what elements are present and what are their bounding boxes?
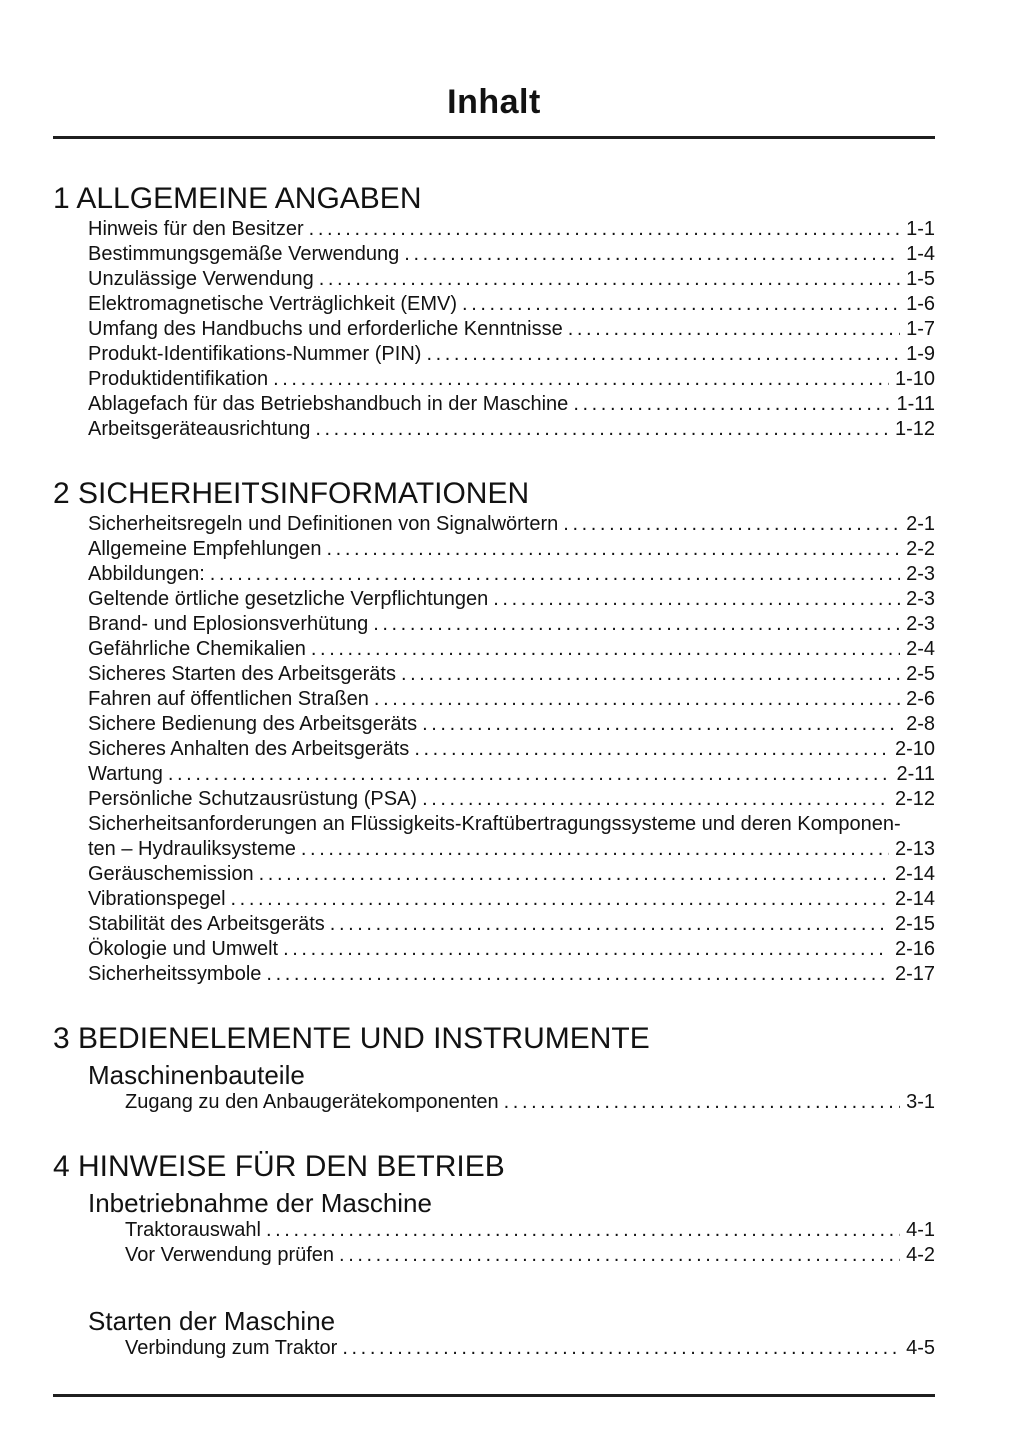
- dot-leader: [205, 562, 900, 587]
- section-entries: [53, 512, 935, 987]
- subsection-maschinenbauteile: [53, 1060, 935, 1115]
- entry-label: Ablagefach für das Betriebshandbuch in der Maschine: [88, 393, 569, 415]
- page-number: 1-9: [906, 343, 935, 365]
- dot-leader: [558, 512, 900, 537]
- entry-label: Gefährliche Chemikalien: [88, 638, 306, 660]
- toc-entry: [88, 862, 935, 887]
- entry-label: Elektromagnetische Verträglichkeit (EMV): [88, 293, 458, 315]
- section-bedienelemente: [53, 1021, 935, 1115]
- toc-entry: [88, 217, 935, 242]
- dot-leader: [337, 1336, 900, 1361]
- page-number: 2-15: [894, 913, 935, 935]
- toc-entry-two-line: [88, 812, 935, 862]
- entry-label: Zugang zu den Anbaugerätekomponenten: [125, 1091, 499, 1113]
- dot-leader: [310, 417, 889, 442]
- entry-label: Abbildungen:: [88, 563, 205, 585]
- entry-label: Allgemeine Empfehlungen: [88, 538, 322, 560]
- subsection-heading: Inbetriebnahme der Maschine: [88, 1188, 432, 1218]
- dot-leader: [322, 537, 901, 562]
- toc-entry: [88, 912, 935, 937]
- page-number: 2-16: [894, 938, 935, 960]
- toc-entry: [125, 1090, 935, 1115]
- entry-label: Brand- und Eplosionsverhütung: [88, 613, 369, 635]
- dot-leader: [306, 637, 900, 662]
- dot-leader: [488, 587, 900, 612]
- section-allgemeine-angaben: [53, 181, 935, 442]
- entry-label: Sicheres Anhalten des Arbeitsgeräts: [88, 738, 410, 760]
- entry-label: Arbeitsgeräteausrichtung: [88, 418, 311, 440]
- entry-label: Sicherheitssymbole: [88, 963, 262, 985]
- entry-label: Sicherheitsregeln und Definitionen von Signalwörtern: [88, 513, 559, 535]
- subsection-heading: Maschinenbauteile: [88, 1060, 305, 1090]
- entry-label: Traktorauswahl: [125, 1219, 261, 1241]
- toc-entry: [88, 887, 935, 912]
- subsection-starten: [53, 1306, 935, 1361]
- dot-leader: [417, 787, 889, 812]
- page-number: 2-13: [894, 838, 935, 860]
- subsection-inbetriebnahme: [53, 1188, 935, 1268]
- toc-entry: [125, 1336, 935, 1361]
- section-entries: [53, 217, 935, 442]
- dot-leader: [261, 962, 889, 987]
- toc-entry: [88, 762, 935, 787]
- dot-leader: [396, 662, 900, 687]
- dot-leader: [304, 217, 900, 242]
- entry-label: Vor Verwendung prüfen: [125, 1244, 335, 1266]
- page-number: 4-2: [906, 1244, 935, 1266]
- entry-label-line2: ten – Hydrauliksysteme: [88, 838, 296, 860]
- entry-label: Produktidentifikation: [88, 368, 269, 390]
- dot-leader: [457, 292, 900, 317]
- entry-label: Sichere Bedienung des Arbeitsgeräts: [88, 713, 418, 735]
- page-number: 1-11: [896, 393, 935, 415]
- footer-rule: [53, 1394, 935, 1397]
- toc-entry: [88, 417, 935, 442]
- entry-second-line: [88, 837, 935, 862]
- toc-entry: [88, 317, 935, 342]
- page-number: 2-11: [896, 763, 935, 785]
- toc-entry: [88, 537, 935, 562]
- page-number: 1-12: [894, 418, 935, 440]
- toc-entry: [88, 267, 935, 292]
- dot-leader: [163, 762, 891, 787]
- toc-entry: [88, 962, 935, 987]
- entry-label: Wartung: [88, 763, 163, 785]
- page-number: 2-5: [906, 663, 935, 685]
- dot-leader: [409, 737, 889, 762]
- page-number: 1-4: [906, 243, 935, 265]
- toc-entry: [125, 1243, 935, 1268]
- entry-label: Unzulässige Verwendung: [88, 268, 314, 290]
- page-number: 4-1: [906, 1219, 935, 1241]
- dot-leader: [268, 367, 889, 392]
- dot-leader: [499, 1090, 900, 1115]
- page-number: 2-3: [906, 613, 935, 635]
- page-number: 3-1: [906, 1091, 935, 1113]
- page-number: 1-7: [906, 318, 935, 340]
- dot-leader: [368, 612, 900, 637]
- entry-label: Vibrationspegel: [88, 888, 226, 910]
- entry-label-line1: Sicherheitsanforderungen an Flüssigkeits-Kraftübertragungssysteme und deren Komponen-: [88, 813, 901, 835]
- toc-entry: [88, 587, 935, 612]
- header-rule: [53, 136, 935, 139]
- section-heading: 3 BEDIENELEMENTE UND INSTRUMENTE: [53, 1022, 650, 1055]
- toc-entry: [88, 512, 935, 537]
- section-hinweise-betrieb: [53, 1149, 935, 1361]
- dot-leader: [334, 1243, 900, 1268]
- dot-leader: [314, 267, 900, 292]
- entry-label: Produkt-Identifikations-Nummer (PIN): [88, 343, 422, 365]
- toc-entry: [88, 737, 935, 762]
- entry-label: Bestimmungsgemäße Verwendung: [88, 243, 400, 265]
- entry-label: Fahren auf öffentlichen Straßen: [88, 688, 369, 710]
- toc-entry: [88, 342, 935, 367]
- subsection-entries: [53, 1090, 935, 1115]
- entry-label: Sicheres Starten des Arbeitsgeräts: [88, 663, 396, 685]
- entry-label: Umfang des Handbuchs und erforderliche Kenntnisse: [88, 318, 563, 340]
- page-number: 2-6: [906, 688, 935, 710]
- section-heading: 2 SICHERHEITSINFORMATIONEN: [53, 477, 530, 510]
- toc-entry: [88, 637, 935, 662]
- dot-leader: [399, 242, 900, 267]
- page-number: 1-5: [906, 268, 935, 290]
- page-number: 2-4: [906, 638, 935, 660]
- page-number: 2-14: [894, 863, 935, 885]
- dot-leader: [568, 392, 890, 417]
- entry-label: Geräuschemission: [88, 863, 254, 885]
- page-number: 2-1: [906, 513, 935, 535]
- dot-leader: [417, 712, 900, 737]
- entry-label: Persönliche Schutzausrüstung (PSA): [88, 788, 418, 810]
- page-title: Inhalt: [447, 83, 541, 121]
- section-heading: 1 ALLGEMEINE ANGABEN: [53, 182, 422, 215]
- toc-entry: [88, 367, 935, 392]
- section-heading: 4 HINWEISE FÜR DEN BETRIEB: [53, 1150, 505, 1183]
- toc-entry: [88, 787, 935, 812]
- page-number: 2-3: [906, 588, 935, 610]
- toc-entry: [88, 612, 935, 637]
- dot-leader: [226, 887, 889, 912]
- dot-leader: [296, 837, 889, 862]
- subsection-entries: [53, 1336, 935, 1361]
- toc-entry: [88, 712, 935, 737]
- entry-label: Verbindung zum Traktor: [125, 1337, 338, 1359]
- dot-leader: [563, 317, 900, 342]
- page-number: 1-6: [906, 293, 935, 315]
- dot-leader: [369, 687, 900, 712]
- toc-entry: [125, 1218, 935, 1243]
- entry-label: Ökologie und Umwelt: [88, 938, 279, 960]
- page-number: 1-10: [894, 368, 935, 390]
- page-number: 2-14: [894, 888, 935, 910]
- toc-entry: [88, 292, 935, 317]
- subsection-entries: [53, 1218, 935, 1268]
- dot-leader: [325, 912, 889, 937]
- page-content: [53, 0, 935, 1397]
- entry-label: Hinweis für den Besitzer: [88, 218, 304, 240]
- dot-leader: [261, 1218, 900, 1243]
- section-sicherheitsinformationen: [53, 476, 935, 987]
- toc-entry: [88, 937, 935, 962]
- toc-entry: [88, 662, 935, 687]
- page-number: 4-5: [906, 1337, 935, 1359]
- page-number: 2-12: [894, 788, 935, 810]
- page-number: 2-3: [906, 563, 935, 585]
- dot-leader: [421, 342, 900, 367]
- dot-leader: [254, 862, 889, 887]
- page-number: 2-10: [894, 738, 935, 760]
- page-number: 2-17: [894, 963, 935, 985]
- dot-leader: [278, 937, 889, 962]
- entry-label: Stabilität des Arbeitsgeräts: [88, 913, 325, 935]
- subsection-heading: Starten der Maschine: [88, 1306, 336, 1336]
- page-number: 2-8: [906, 713, 935, 735]
- toc-entry: [88, 562, 935, 587]
- page-number: 1-1: [906, 218, 935, 240]
- toc-entry: [88, 687, 935, 712]
- toc-entry: [88, 392, 935, 417]
- toc-entry: [88, 242, 935, 267]
- page-number: 2-2: [906, 538, 935, 560]
- entry-label: Geltende örtliche gesetzliche Verpflichtungen: [88, 588, 489, 610]
